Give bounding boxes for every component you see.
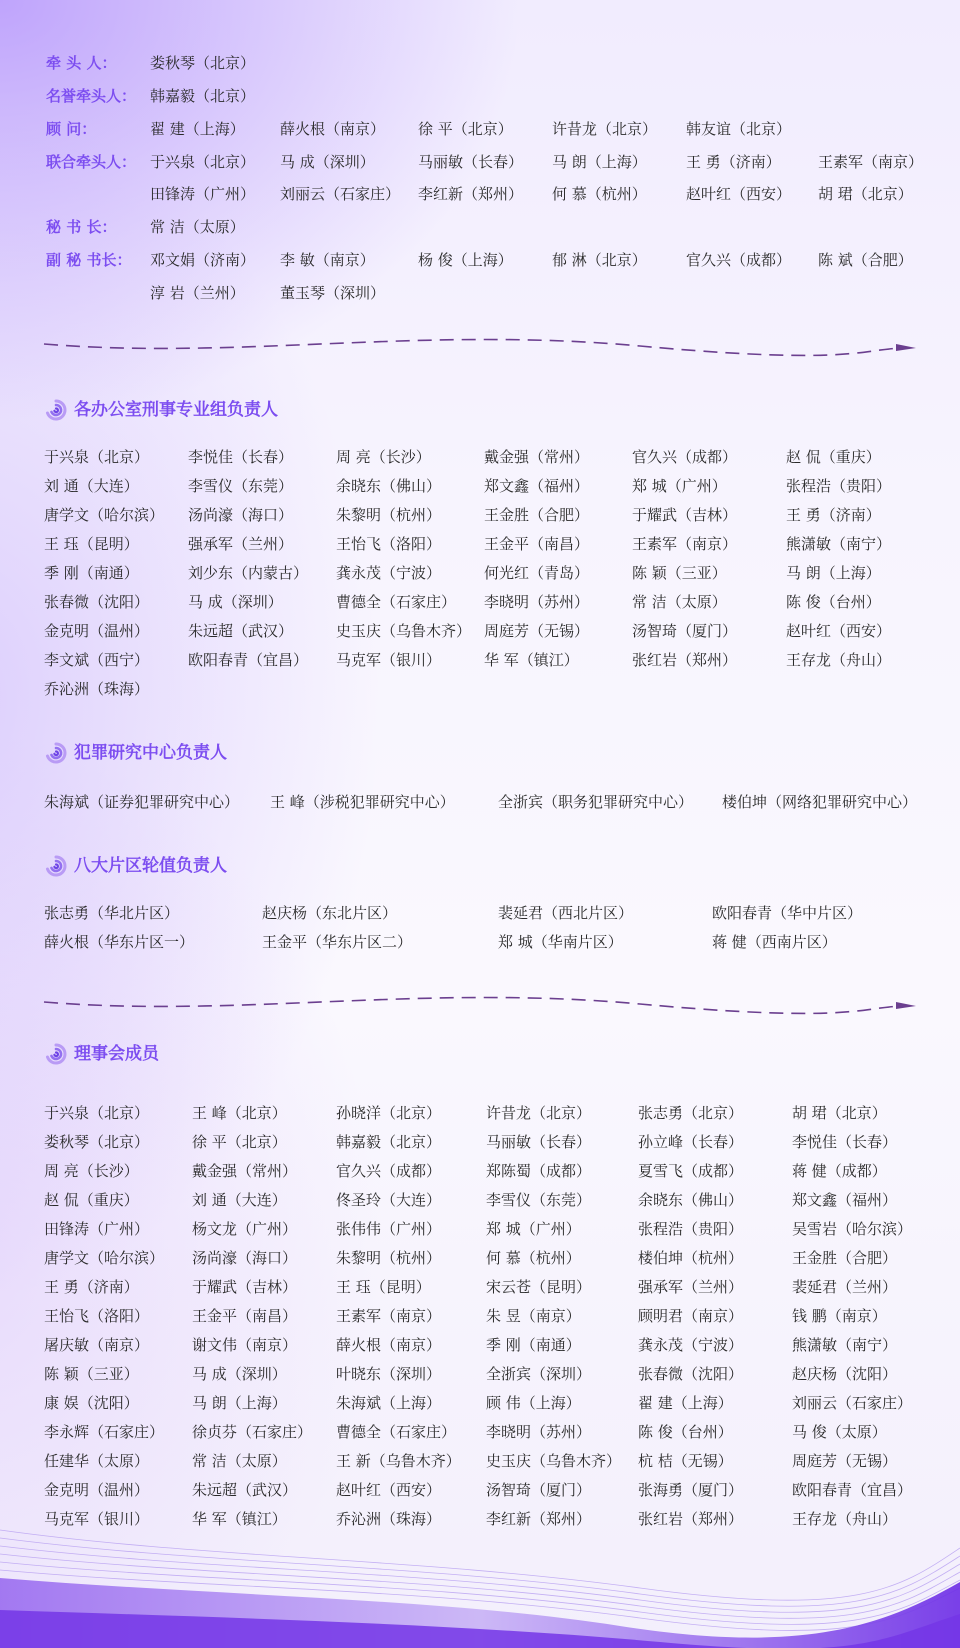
- member-name: 戴金强（常州）: [192, 1162, 298, 1180]
- member-name: 翟 建（上海）: [150, 120, 245, 138]
- member-name: 张伟伟（广州）: [336, 1220, 442, 1238]
- section-title: 八大片区轮值负责人: [74, 856, 227, 876]
- member-name: 刘 通（大连）: [44, 477, 139, 495]
- member-name: 曹德全（石家庄）: [336, 593, 457, 611]
- member-name: 史玉庆（乌鲁木齐）: [336, 622, 472, 640]
- member-name: 刘丽云（石家庄）: [792, 1394, 913, 1412]
- member-name: 张春微（沈阳）: [44, 593, 150, 611]
- member-name: 刘丽云（石家庄）: [280, 185, 401, 203]
- member-name: 郁 淋（北京）: [552, 251, 647, 269]
- member-name: 蒋 健（成都）: [792, 1162, 887, 1180]
- member-name: 龚永茂（宁波）: [638, 1336, 744, 1354]
- member-name: 顾明君（南京）: [638, 1307, 744, 1325]
- member-name: 叶晓东（深圳）: [336, 1365, 442, 1383]
- member-name: 许昔龙（北京）: [552, 120, 658, 138]
- member-name: 王素军（南京）: [632, 535, 738, 553]
- role-label: 秘 书 长：: [46, 218, 117, 236]
- member-name: 李红新（郑州）: [486, 1510, 592, 1528]
- member-name: 王金胜（合肥）: [484, 506, 590, 524]
- member-name: 楼伯坤（网络犯罪研究中心）: [722, 793, 918, 811]
- member-name: 陈 俊（台州）: [638, 1423, 733, 1441]
- member-name: 李永辉（石家庄）: [44, 1423, 165, 1441]
- member-name: 周庭芳（无锡）: [792, 1452, 898, 1470]
- member-name: 田锋涛（广州）: [150, 185, 256, 203]
- member-name: 李雪仪（东莞）: [188, 477, 294, 495]
- member-name: 娄秋琴（北京）: [44, 1133, 150, 1151]
- member-name: 曹德全（石家庄）: [336, 1423, 457, 1441]
- section-header-research: [44, 739, 227, 767]
- member-name: 官久兴（成都）: [686, 251, 792, 269]
- member-name: 王 勇（济南）: [44, 1278, 139, 1296]
- member-name: 熊潇敏（南宁）: [792, 1336, 898, 1354]
- arrow-icon: [896, 344, 916, 351]
- member-name: 赵叶红（西安）: [686, 185, 792, 203]
- member-name: 赵 侃（重庆）: [44, 1191, 139, 1209]
- member-name: 唐学文（哈尔滨）: [44, 506, 165, 524]
- member-name: 李 敏（南京）: [280, 251, 375, 269]
- member-name: 宋云苍（昆明）: [486, 1278, 592, 1296]
- role-label: 联合牵头人：: [46, 153, 137, 171]
- member-name: 陈 俊（台州）: [786, 593, 881, 611]
- role-label: 牵 头 人：: [46, 54, 117, 72]
- member-name: 董玉琴（深圳）: [280, 284, 386, 302]
- member-name: 王 勇（济南）: [786, 506, 881, 524]
- member-name: 陈 颖（三亚）: [44, 1365, 139, 1383]
- member-name: 余晓东（佛山）: [336, 477, 442, 495]
- member-name: 于耀武（吉林）: [632, 506, 738, 524]
- member-name: 郑 城（广州）: [486, 1220, 581, 1238]
- member-name: 朱远超（武汉）: [188, 622, 294, 640]
- member-name: 王 新（乌鲁木齐）: [336, 1452, 461, 1470]
- wavy-divider: [40, 990, 920, 1020]
- member-name: 田锋涛（广州）: [44, 1220, 150, 1238]
- member-name: 谢文伟（南京）: [192, 1336, 298, 1354]
- member-name: 马丽敏（长春）: [486, 1133, 592, 1151]
- member-name: 季 刚（南通）: [44, 564, 139, 582]
- member-name: 陈 斌（合肥）: [818, 251, 913, 269]
- member-name: 许昔龙（北京）: [486, 1104, 592, 1122]
- member-name: 张志勇（北京）: [638, 1104, 744, 1122]
- member-name: 赵叶红（西安）: [786, 622, 892, 640]
- member-name: 王 峰（北京）: [192, 1104, 287, 1122]
- member-name: 薛火根（南京）: [336, 1336, 442, 1354]
- member-name: 欧阳春青（华中片区）: [712, 904, 863, 922]
- member-name: 任建华（太原）: [44, 1452, 150, 1470]
- member-name: 李悦佳（长春）: [188, 448, 294, 466]
- member-name: 欧阳春青（宜昌）: [792, 1481, 913, 1499]
- wavy-divider: [40, 332, 920, 362]
- swirl-icon: [44, 398, 68, 422]
- member-name: 裴延君（西北片区）: [498, 904, 634, 922]
- member-name: 官久兴（成都）: [336, 1162, 442, 1180]
- member-name: 杭 桔（无锡）: [638, 1452, 733, 1470]
- member-name: 赵庆杨（东北片区）: [262, 904, 398, 922]
- member-name: 王金平（南昌）: [484, 535, 590, 553]
- section-title: 理事会成员: [74, 1044, 159, 1064]
- member-name: 刘少东（内蒙古）: [188, 564, 309, 582]
- member-name: 戴金强（常州）: [484, 448, 590, 466]
- member-name: 邓文娟（济南）: [150, 251, 256, 269]
- member-name: 王金胜（合肥）: [792, 1249, 898, 1267]
- member-name: 于兴泉（北京）: [44, 1104, 150, 1122]
- member-name: 马 成（深圳）: [192, 1365, 287, 1383]
- member-name: 夏雪飞（成都）: [638, 1162, 744, 1180]
- member-name: 韩友谊（北京）: [686, 120, 792, 138]
- member-name: 张程浩（贵阳）: [786, 477, 892, 495]
- member-name: 于耀武（吉林）: [192, 1278, 298, 1296]
- member-name: 陈 颖（三亚）: [632, 564, 727, 582]
- member-name: 赵庆杨（沈阳）: [792, 1365, 898, 1383]
- member-name: 屠庆敏（南京）: [44, 1336, 150, 1354]
- member-name: 史玉庆（乌鲁木齐）: [486, 1452, 622, 1470]
- member-name: 裴延君（兰州）: [792, 1278, 898, 1296]
- member-name: 薛火根（南京）: [280, 120, 386, 138]
- member-name: 杨文龙（广州）: [192, 1220, 298, 1238]
- member-name: 朱黎明（杭州）: [336, 1249, 442, 1267]
- member-name: 于兴泉（北京）: [44, 448, 150, 466]
- member-name: 汤尚濠（海口）: [192, 1249, 298, 1267]
- member-name: 马 俊（太原）: [792, 1423, 887, 1441]
- member-name: 欧阳春青（宜昌）: [188, 651, 309, 669]
- bottom-wave-decoration: [0, 1518, 960, 1648]
- member-name: 李晓明（苏州）: [484, 593, 590, 611]
- member-name: 熊潇敏（南宁）: [786, 535, 892, 553]
- member-name: 翟 建（上海）: [638, 1394, 733, 1412]
- member-name: 王 峰（涉税犯罪研究中心）: [270, 793, 455, 811]
- member-name: 徐贞芬（石家庄）: [192, 1423, 313, 1441]
- member-name: 乔沁洲（珠海）: [44, 680, 150, 698]
- member-name: 汤尚濠（海口）: [188, 506, 294, 524]
- swirl-icon: [44, 741, 68, 765]
- member-name: 李雪仪（东莞）: [486, 1191, 592, 1209]
- member-name: 王存龙（舟山）: [792, 1510, 898, 1528]
- member-name: 华 军（镇江）: [192, 1510, 287, 1528]
- arrow-icon: [896, 1002, 916, 1009]
- member-name: 华 军（镇江）: [484, 651, 579, 669]
- member-name: 楼伯坤（杭州）: [638, 1249, 744, 1267]
- member-name: 孙立峰（长春）: [638, 1133, 744, 1151]
- member-name: 薛火根（华东片区一）: [44, 933, 195, 951]
- member-name: 张春微（沈阳）: [638, 1365, 744, 1383]
- member-name: 官久兴（成都）: [632, 448, 738, 466]
- member-name: 唐学文（哈尔滨）: [44, 1249, 165, 1267]
- member-name: 韩嘉毅（北京）: [150, 87, 256, 105]
- member-name: 郑陈蜀（成都）: [486, 1162, 592, 1180]
- member-name: 王 勇（济南）: [686, 153, 781, 171]
- member-name: 张红岩（郑州）: [638, 1510, 744, 1528]
- member-name: 徐 平（北京）: [192, 1133, 287, 1151]
- member-name: 余晓东（佛山）: [638, 1191, 744, 1209]
- member-name: 钱 鹏（南京）: [792, 1307, 887, 1325]
- member-name: 朱远超（武汉）: [192, 1481, 298, 1499]
- member-name: 李文斌（西宁）: [44, 651, 150, 669]
- member-name: 娄秋琴（北京）: [150, 54, 256, 72]
- member-name: 常 洁（太原）: [632, 593, 727, 611]
- member-name: 朱海斌（上海）: [336, 1394, 442, 1412]
- member-name: 马 朗（上海）: [552, 153, 647, 171]
- member-name: 韩嘉毅（北京）: [336, 1133, 442, 1151]
- member-name: 康 娱（沈阳）: [44, 1394, 139, 1412]
- member-name: 王怡飞（洛阳）: [336, 535, 442, 553]
- member-name: 胡 珺（北京）: [818, 185, 913, 203]
- member-name: 于兴泉（北京）: [150, 153, 256, 171]
- member-name: 王存龙（舟山）: [786, 651, 892, 669]
- member-name: 李悦佳（长春）: [792, 1133, 898, 1151]
- member-name: 张红岩（郑州）: [632, 651, 738, 669]
- member-name: 孙晓洋（北京）: [336, 1104, 442, 1122]
- member-name: 胡 珺（北京）: [792, 1104, 887, 1122]
- member-name: 顾 伟（上海）: [486, 1394, 581, 1412]
- member-name: 金克明（温州）: [44, 1481, 150, 1499]
- section-title: 各办公室刑事专业组负责人: [74, 400, 278, 420]
- member-name: 常 洁（太原）: [192, 1452, 287, 1470]
- member-name: 马克军（银川）: [44, 1510, 150, 1528]
- member-name: 何 慕（杭州）: [486, 1249, 581, 1267]
- member-name: 周庭芳（无锡）: [484, 622, 590, 640]
- section-header-council: [44, 1040, 159, 1068]
- member-name: 张志勇（华北片区）: [44, 904, 180, 922]
- member-name: 全浙宾（深圳）: [486, 1365, 592, 1383]
- section-header-regions: [44, 852, 227, 880]
- member-name: 马克军（银川）: [336, 651, 442, 669]
- member-name: 汤智琦（厦门）: [632, 622, 738, 640]
- member-name: 王金平（华东片区二）: [262, 933, 413, 951]
- member-name: 常 洁（太原）: [150, 218, 245, 236]
- member-name: 郑 城（华南片区）: [498, 933, 623, 951]
- member-name: 全浙宾（职务犯罪研究中心）: [498, 793, 694, 811]
- role-label: 副 秘 书长：: [46, 251, 132, 269]
- member-name: 马 朗（上海）: [192, 1394, 287, 1412]
- member-name: 周 亮（长沙）: [336, 448, 431, 466]
- member-name: 赵 侃（重庆）: [786, 448, 881, 466]
- member-name: 李红新（郑州）: [418, 185, 524, 203]
- member-name: 朱海斌（证券犯罪研究中心）: [44, 793, 240, 811]
- role-label: 名誉牵头人：: [46, 87, 137, 105]
- section-header-groups: [44, 396, 278, 424]
- member-name: 马 朗（上海）: [786, 564, 881, 582]
- role-label: 顾 问：: [46, 120, 97, 138]
- member-name: 郑文鑫（福州）: [484, 477, 590, 495]
- section-title: 犯罪研究中心负责人: [74, 743, 227, 763]
- swirl-icon: [44, 1042, 68, 1066]
- member-name: 李晓明（苏州）: [486, 1423, 592, 1441]
- member-name: 强承军（兰州）: [638, 1278, 744, 1296]
- member-name: 杨 俊（上海）: [418, 251, 513, 269]
- member-name: 朱黎明（杭州）: [336, 506, 442, 524]
- member-name: 王 珏（昆明）: [44, 535, 139, 553]
- member-name: 龚永茂（宁波）: [336, 564, 442, 582]
- member-name: 蒋 健（西南片区）: [712, 933, 837, 951]
- member-name: 朱 昱（南京）: [486, 1307, 581, 1325]
- member-name: 马 成（深圳）: [280, 153, 375, 171]
- member-name: 马 成（深圳）: [188, 593, 283, 611]
- member-name: 佟圣玲（大连）: [336, 1191, 442, 1209]
- swirl-icon: [44, 854, 68, 878]
- member-name: 乔沁洲（珠海）: [336, 1510, 442, 1528]
- member-name: 王素军（南京）: [818, 153, 924, 171]
- member-name: 张海勇（厦门）: [638, 1481, 744, 1499]
- member-name: 金克明（温州）: [44, 622, 150, 640]
- member-name: 汤智琦（厦门）: [486, 1481, 592, 1499]
- member-name: 何 慕（杭州）: [552, 185, 647, 203]
- member-name: 徐 平（北京）: [418, 120, 513, 138]
- member-name: 周 亮（长沙）: [44, 1162, 139, 1180]
- member-name: 郑文鑫（福州）: [792, 1191, 898, 1209]
- member-name: 赵叶红（西安）: [336, 1481, 442, 1499]
- member-name: 王金平（南昌）: [192, 1307, 298, 1325]
- member-name: 王怡飞（洛阳）: [44, 1307, 150, 1325]
- member-name: 王素军（南京）: [336, 1307, 442, 1325]
- member-name: 刘 通（大连）: [192, 1191, 287, 1209]
- member-name: 王 珏（昆明）: [336, 1278, 431, 1296]
- member-name: 马丽敏（长春）: [418, 153, 524, 171]
- member-name: 淳 岩（兰州）: [150, 284, 245, 302]
- member-name: 郑 城（广州）: [632, 477, 727, 495]
- member-name: 吴雪岩（哈尔滨）: [792, 1220, 913, 1238]
- member-name: 张程浩（贵阳）: [638, 1220, 744, 1238]
- member-name: 何光红（青岛）: [484, 564, 590, 582]
- member-name: 强承军（兰州）: [188, 535, 294, 553]
- member-name: 季 刚（南通）: [486, 1336, 581, 1354]
